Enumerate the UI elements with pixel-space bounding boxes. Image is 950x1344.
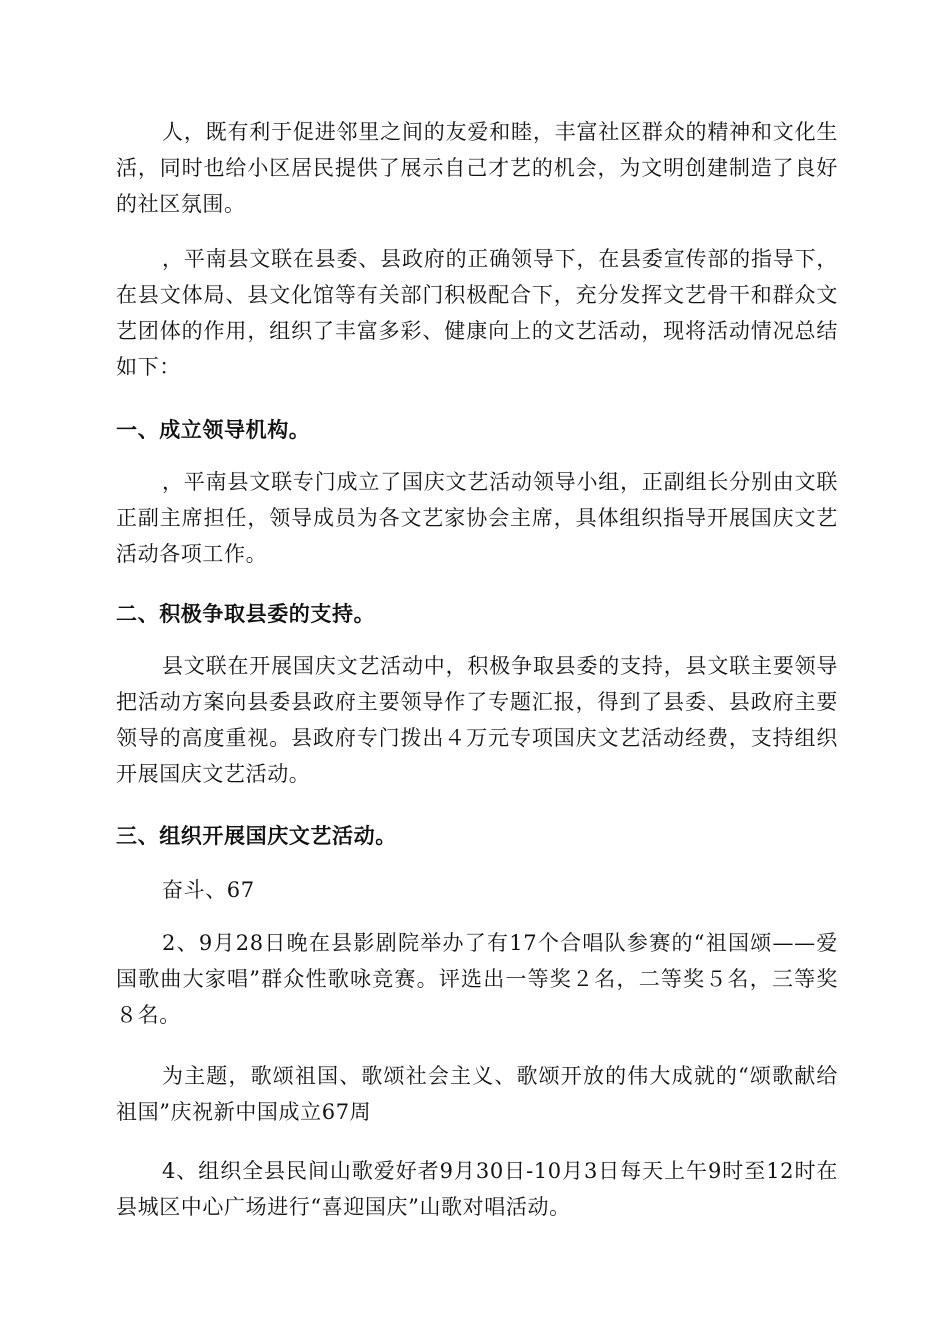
body-paragraph: 县文联在开展国庆文艺活动中，积极争取县委的支持，县文联主要领导把活动方案向县委县政府主要领导作了专题汇报，得到了县委、县政府主要领导的高度重视。县政府专门拨出４万元专项国庆文艺活动经费，支持组织开展国庆文艺活动。 — [116, 654, 838, 786]
body-paragraph: 人，既有利于促进邻里之间的友爱和睦，丰富社区群众的精神和文化生活，同时也给小区居民提供了展示自己才艺的机会，为文明创建制造了良好的社区氛围。 — [116, 120, 838, 216]
section-heading: 二、积极争取县委的支持。 — [116, 602, 376, 626]
body-paragraph: ，平南县文联在县委、县政府的正确领导下，在县委宣传部的指导下，在县文体局、县文化馆等有关部门积极配合下，充分发挥文艺骨干和群众文艺团体的作用，组织了丰富多彩、健康向上的文艺活动，现将活动情况总结如下： — [116, 247, 838, 379]
section-heading: 一、成立领导机构。 — [116, 418, 311, 442]
body-paragraph: 2、9月28日晚在县影剧院举办了有17个合唱队参赛的“祖国颂——爱国歌曲大家唱”群众性歌咏竞赛。评选出一等奖２名，二等奖５名，三等奖８名。 — [116, 931, 838, 1027]
body-paragraph: 4、组织全县民间山歌爱好者9月30日-10月3日每天上午9时至12时在县城区中心广场进行“喜迎国庆”山歌对唱活动。 — [116, 1159, 838, 1219]
body-paragraph: ，平南县文联专门成立了国庆文艺活动领导小组，正副组长分别由文联正副主席担任，领导成员为各文艺家协会主席，具体组织指导开展国庆文艺活动各项工作。 — [116, 470, 838, 566]
body-paragraph: 为主题，歌颂祖国、歌颂社会主义、歌颂开放的伟大成就的“颂歌献给祖国”庆祝新中国成立67周 — [116, 1064, 838, 1124]
section-heading: 三、组织开展国庆文艺活动。 — [116, 824, 397, 848]
body-paragraph: 奋斗、67 — [162, 878, 255, 902]
